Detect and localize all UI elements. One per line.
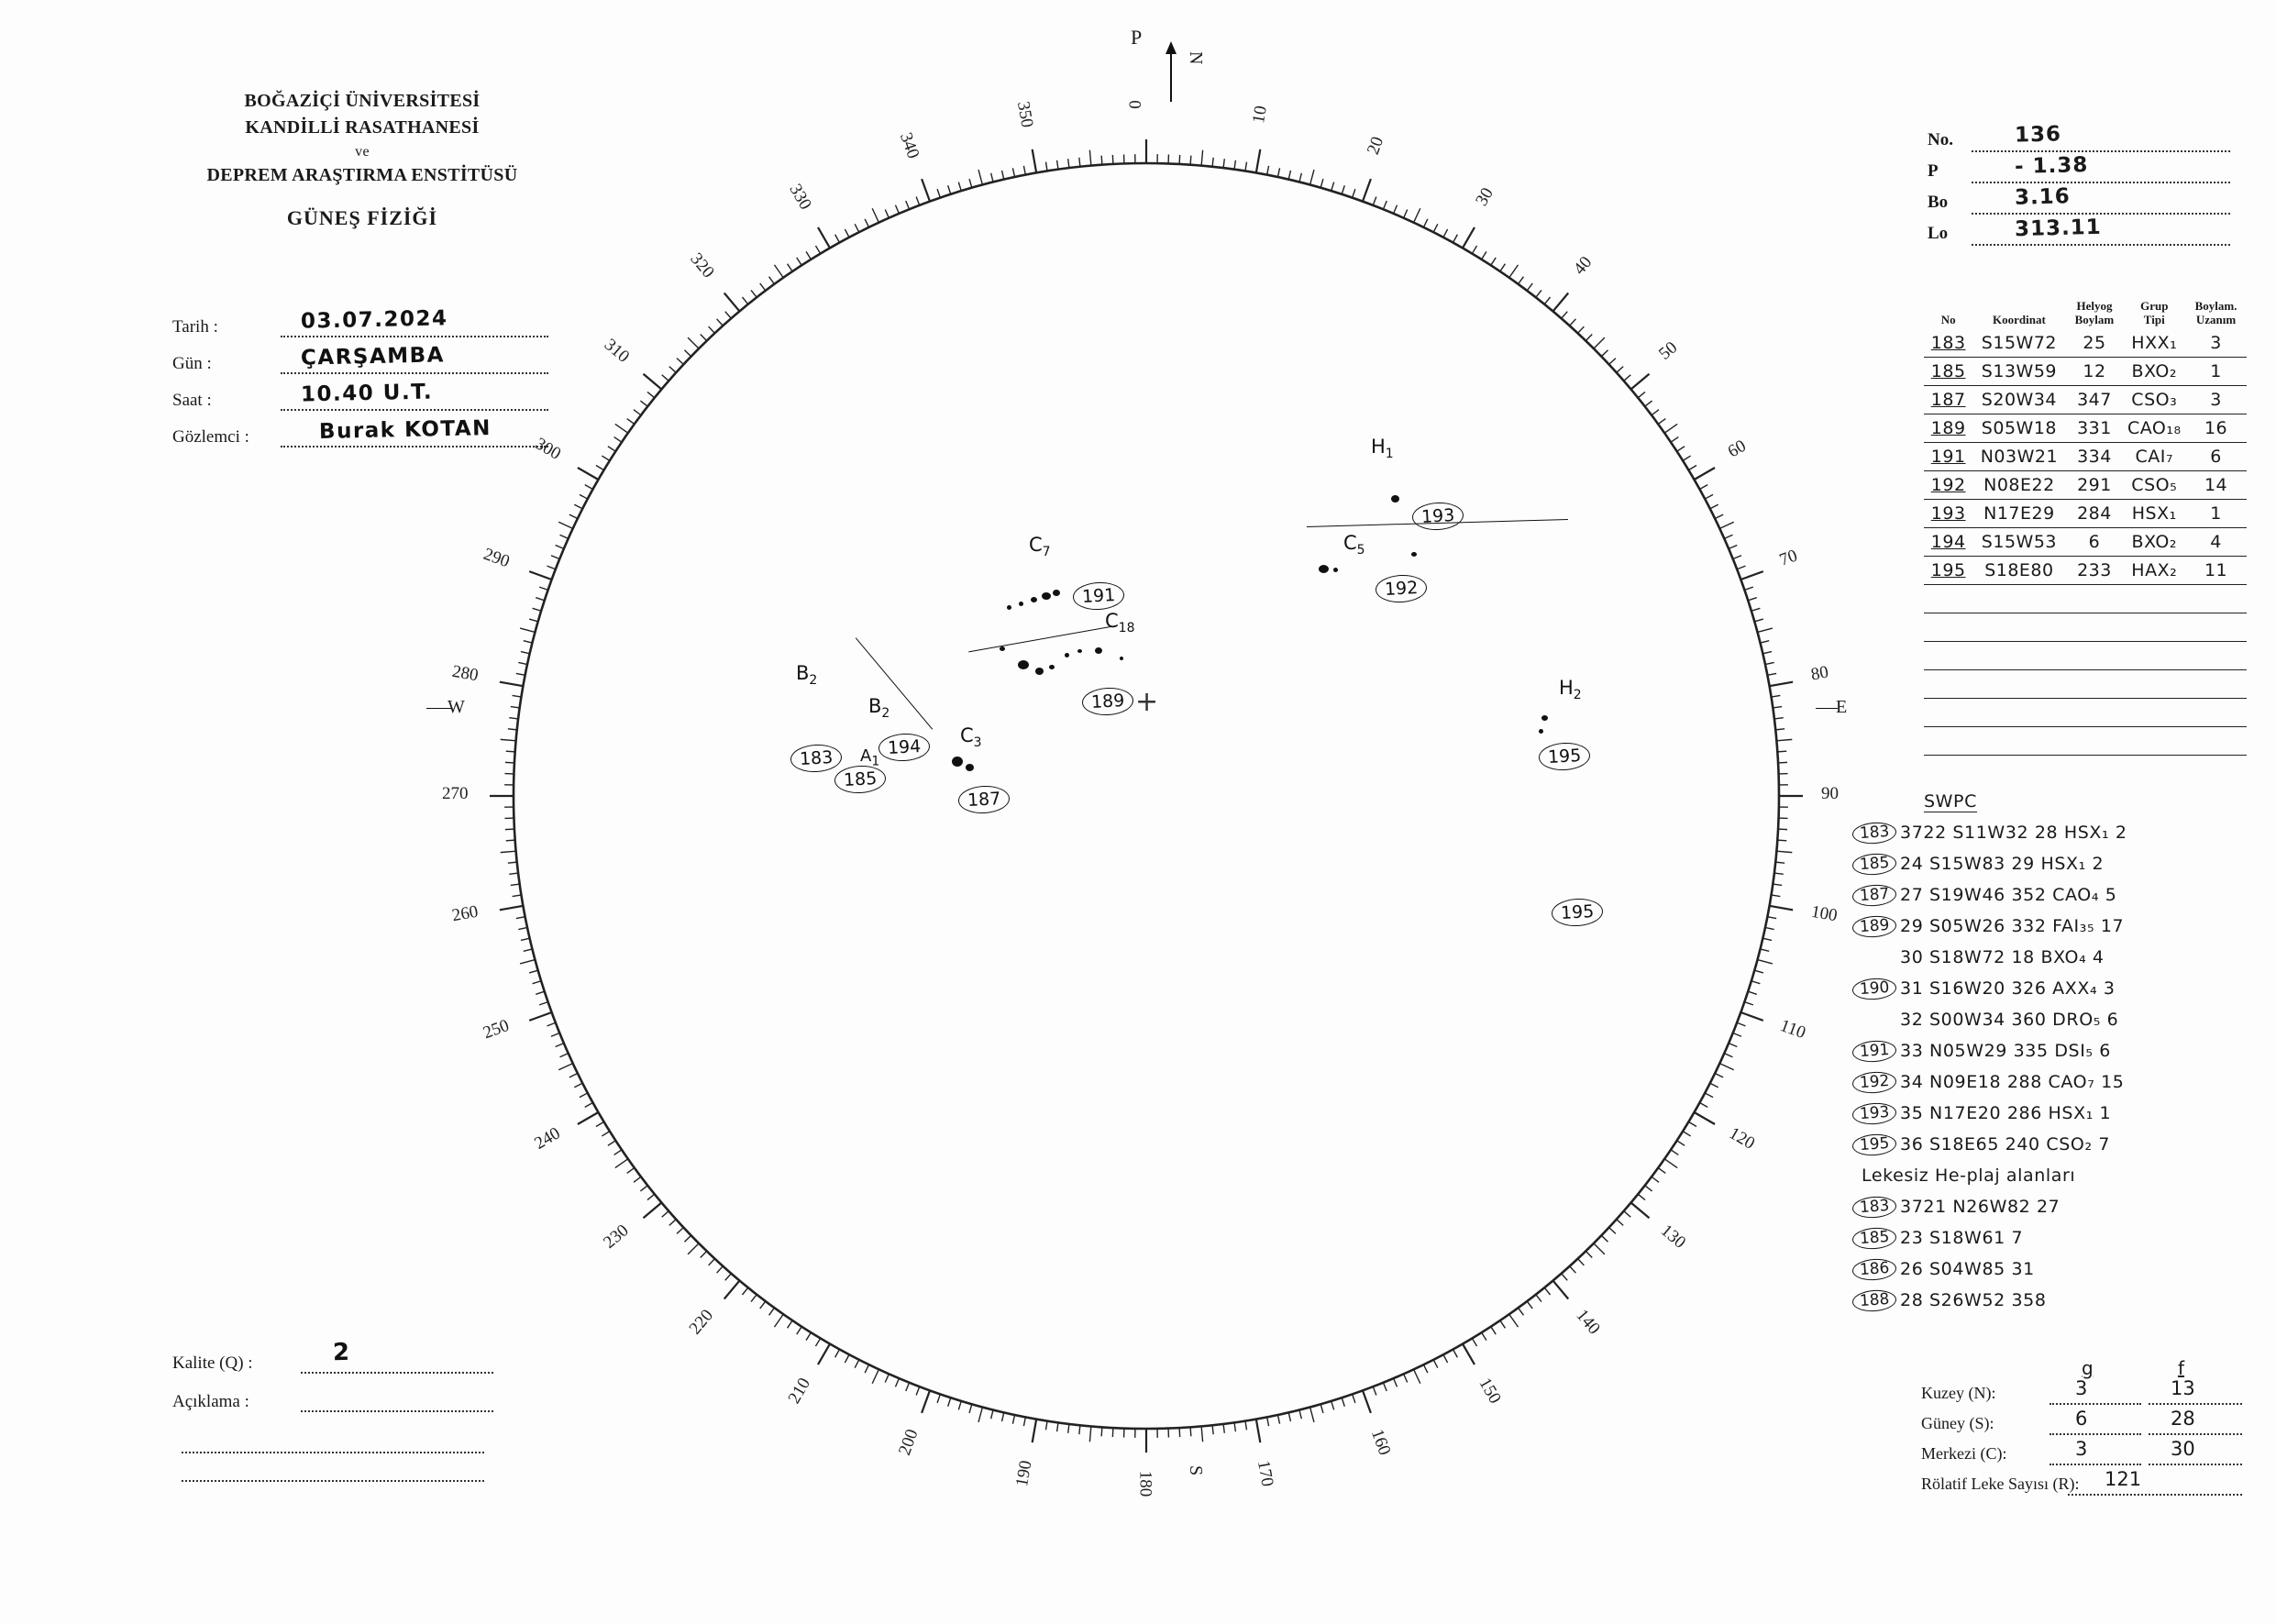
cell-no: 185 bbox=[1924, 357, 1972, 385]
cell-uzanim: 4 bbox=[2185, 527, 2247, 556]
table-header-row bbox=[1924, 298, 2247, 329]
table-row[interactable] bbox=[1924, 357, 2247, 385]
sunspot-speck bbox=[1541, 715, 1548, 721]
swpc-entry-row[interactable] bbox=[1852, 915, 2274, 949]
cell-empty bbox=[2123, 584, 2185, 613]
cell-tip: CSO₃ bbox=[2123, 385, 2185, 414]
cell-tip: HSX₁ bbox=[2123, 499, 2185, 527]
org-line-1: BOĞAZİÇİ ÜNİVERSİTESİ bbox=[244, 91, 481, 111]
param-p-value: - 1.38 bbox=[2014, 152, 2089, 180]
degree-tick-230: 230 bbox=[600, 1221, 633, 1254]
cell-koordinat: S05W18 bbox=[1972, 414, 2065, 442]
th-no: No bbox=[1940, 312, 1956, 326]
group-label-b2-outer: $B_2$ bbox=[796, 662, 818, 689]
west-tickmark bbox=[426, 708, 452, 709]
swpc-plage-entry-row[interactable] bbox=[1852, 1196, 2274, 1230]
param-p-label: P bbox=[1928, 161, 1939, 181]
totals-south-f-rule bbox=[2149, 1433, 2242, 1435]
cell-no: 187 bbox=[1924, 385, 1972, 414]
cell-uzanim: 11 bbox=[2185, 556, 2247, 584]
cell-no: 189 bbox=[1924, 414, 1972, 442]
swpc-entry-text: 30 S18W72 18 BXO₄ 4 bbox=[1900, 947, 2105, 967]
degree-tick-320: 320 bbox=[686, 249, 718, 282]
cell-koordinat: N08E22 bbox=[1972, 470, 2065, 499]
cell-uzanim: 3 bbox=[2185, 385, 2247, 414]
sunspot-speck bbox=[1411, 552, 1417, 557]
north-label: N bbox=[1186, 51, 1206, 68]
cell-boylam: 291 bbox=[2066, 470, 2124, 499]
swpc-plage-entry-tag: 185 bbox=[1851, 1226, 1897, 1250]
cell-no: 195 bbox=[1924, 556, 1972, 584]
cell-empty bbox=[2066, 698, 2124, 726]
group-label-a1: $A_1$ bbox=[860, 746, 880, 769]
group-number-193: 193 bbox=[1411, 502, 1464, 532]
swpc-block bbox=[1852, 793, 2274, 1323]
swpc-entry-tag: 185 bbox=[1851, 852, 1897, 876]
group-label-c7: $C_7$ bbox=[1029, 534, 1051, 560]
east-tickmark bbox=[1816, 708, 1838, 709]
disk-parameters bbox=[1928, 122, 2230, 253]
degree-tick-200: 200 bbox=[894, 1426, 923, 1458]
degree-tick-70: 70 bbox=[1776, 546, 1800, 570]
cell-empty bbox=[2066, 726, 2124, 755]
totals-central-f: 30 bbox=[2171, 1438, 2195, 1460]
table-row[interactable] bbox=[1924, 499, 2247, 527]
swpc-plage-entry-tag: 186 bbox=[1851, 1257, 1897, 1281]
degree-tick-120: 120 bbox=[1726, 1123, 1759, 1154]
swpc-plage-entry-text: 28 S26W52 358 bbox=[1900, 1290, 2047, 1310]
cell-empty bbox=[2185, 613, 2247, 641]
totals-south-f: 28 bbox=[2171, 1408, 2195, 1430]
cell-empty bbox=[2066, 584, 2124, 613]
group-number-191: 191 bbox=[1072, 581, 1125, 612]
swpc-entry-text: 27 S19W46 352 CAO₄ 5 bbox=[1900, 885, 2117, 905]
sunspot-speck bbox=[1031, 597, 1037, 602]
degree-tick-60: 60 bbox=[1725, 436, 1750, 462]
swpc-entry-tag: 193 bbox=[1851, 1101, 1897, 1125]
aciklama-rule bbox=[301, 1410, 493, 1412]
cell-empty bbox=[2123, 641, 2185, 669]
degree-tick-310: 310 bbox=[600, 335, 634, 367]
p-axis-arrow bbox=[1157, 41, 1185, 104]
cell-koordinat: S13W59 bbox=[1972, 357, 2065, 385]
sunspot-speck bbox=[1391, 495, 1399, 503]
degree-tick-150: 150 bbox=[1475, 1375, 1505, 1408]
group-number-183: 183 bbox=[790, 744, 843, 774]
degree-tick-350: 350 bbox=[1013, 100, 1037, 130]
cell-empty bbox=[2123, 726, 2185, 755]
degree-tick-330: 330 bbox=[785, 180, 815, 214]
cell-boylam: 12 bbox=[2066, 357, 2124, 385]
p-axis-label: P bbox=[1131, 26, 1143, 49]
cell-koordinat: S15W72 bbox=[1972, 329, 2065, 358]
sunspot-speck bbox=[1019, 602, 1023, 606]
gun-label: Gün : bbox=[172, 354, 212, 373]
sunspot-table bbox=[1924, 298, 2247, 756]
totals-north-f: 13 bbox=[2171, 1377, 2195, 1399]
cell-empty bbox=[1972, 641, 2065, 669]
org-ve: ve bbox=[355, 144, 370, 160]
cell-empty bbox=[2066, 641, 2124, 669]
group-number-195-lower: 195 bbox=[1551, 898, 1604, 928]
totals-north-label: Kuzey (N): bbox=[1921, 1384, 1996, 1402]
org-line-3: DEPREM ARAŞTIRMA ENSTİTÜSÜ bbox=[206, 165, 518, 186]
swpc-entry-row[interactable] bbox=[1852, 824, 2274, 856]
totals-central-g-rule bbox=[2050, 1464, 2141, 1465]
sunspot-speck bbox=[1077, 649, 1082, 653]
cell-no: 183 bbox=[1924, 329, 1972, 358]
department-title: GÜNEŞ FİZİĞİ bbox=[286, 206, 438, 230]
cell-empty bbox=[2123, 669, 2185, 698]
swpc-entry-row[interactable] bbox=[1852, 1011, 2274, 1043]
swpc-plage-entry-row[interactable] bbox=[1852, 1289, 2274, 1323]
degree-tick-80: 80 bbox=[1808, 662, 1830, 685]
cell-tip: CAO₁₈ bbox=[2123, 414, 2185, 442]
degree-tick-270: 270 bbox=[442, 784, 469, 803]
degree-tick-130: 130 bbox=[1656, 1221, 1690, 1254]
degree-tick-110: 110 bbox=[1777, 1016, 1808, 1044]
cell-empty bbox=[1924, 726, 1972, 755]
sunspot-speck bbox=[1333, 568, 1338, 572]
swpc-title-line bbox=[1852, 793, 2274, 824]
swpc-entry-tag: 189 bbox=[1851, 914, 1897, 938]
totals-central-g: 3 bbox=[2075, 1438, 2088, 1460]
degree-tick-180: 180 bbox=[1135, 1470, 1155, 1497]
degree-tick-340: 340 bbox=[895, 130, 923, 162]
swpc-entry-text: 3722 S11W32 28 HSX₁ 2 bbox=[1900, 823, 2127, 843]
org-line-2: KANDİLLİ RASATHANESİ bbox=[245, 117, 480, 138]
totals-north-g: 3 bbox=[2075, 1377, 2088, 1399]
disk-center-crosshair: + bbox=[1135, 686, 1159, 718]
aciklama-rule-3 bbox=[182, 1479, 484, 1482]
degree-tick-10: 10 bbox=[1248, 105, 1271, 126]
relative-label: Rölatif Leke Sayısı (R): bbox=[1921, 1475, 2080, 1493]
cell-boylam: 25 bbox=[2066, 329, 2124, 358]
swpc-plage-entry-row[interactable] bbox=[1852, 1258, 2274, 1292]
degree-tick-30: 30 bbox=[1472, 184, 1497, 209]
sunspot-speck bbox=[1539, 729, 1543, 734]
totals-south-g: 6 bbox=[2075, 1408, 2088, 1430]
th-boylam-uzanim: Boylam. Uzanım bbox=[2194, 299, 2237, 326]
param-no-value: 136 bbox=[2014, 122, 2062, 148]
relative-value: 121 bbox=[2105, 1468, 2142, 1490]
degree-tick-240: 240 bbox=[531, 1123, 564, 1154]
table-row-empty[interactable] bbox=[1924, 641, 2247, 669]
table-row[interactable] bbox=[1924, 442, 2247, 470]
sunspot-speck bbox=[1042, 592, 1051, 600]
param-lo[interactable] bbox=[1928, 215, 2230, 253]
degree-tick-20: 20 bbox=[1364, 134, 1388, 158]
degree-tick-0: 0 bbox=[1125, 100, 1145, 109]
sunspot-speck bbox=[1065, 653, 1069, 657]
table-row[interactable] bbox=[1924, 556, 2247, 584]
aciklama-label: Açıklama : bbox=[172, 1392, 249, 1411]
swpc-entry-row[interactable] bbox=[1852, 1071, 2274, 1105]
cell-koordinat: S20W34 bbox=[1972, 385, 2065, 414]
field-kalite[interactable] bbox=[172, 1338, 503, 1386]
swpc-entry-row[interactable] bbox=[1852, 1102, 2274, 1136]
swpc-entry-row[interactable] bbox=[1852, 853, 2274, 887]
swpc-note-line bbox=[1852, 1167, 2274, 1199]
degree-tick-190: 190 bbox=[1012, 1458, 1036, 1488]
cell-empty bbox=[2185, 698, 2247, 726]
cell-empty bbox=[2185, 641, 2247, 669]
cell-tip: HAX₂ bbox=[2123, 556, 2185, 584]
swpc-entry-tag: 195 bbox=[1851, 1132, 1897, 1156]
cell-empty bbox=[1972, 584, 2065, 613]
cell-empty bbox=[2185, 726, 2247, 755]
cell-empty bbox=[1924, 698, 1972, 726]
south-label: S bbox=[1186, 1465, 1206, 1479]
param-no-rule bbox=[1972, 150, 2230, 152]
sunspot-speck bbox=[1120, 657, 1123, 660]
swpc-plage-entry-row[interactable] bbox=[1852, 1227, 2274, 1261]
degree-tick-50: 50 bbox=[1655, 337, 1682, 364]
sunspot-speck bbox=[1053, 590, 1060, 596]
cell-tip: BXO₂ bbox=[2123, 527, 2185, 556]
group-number-194: 194 bbox=[878, 733, 931, 763]
cell-uzanim: 1 bbox=[2185, 499, 2247, 527]
swpc-entry-text: 32 S00W34 360 DRO₅ 6 bbox=[1900, 1010, 2119, 1030]
sunspot-speck bbox=[1095, 647, 1102, 654]
group-number-185: 185 bbox=[834, 765, 887, 795]
tarih-value: 03.07.2024 bbox=[300, 306, 448, 334]
table-row-empty[interactable] bbox=[1924, 584, 2247, 613]
sunspot-speck bbox=[952, 757, 963, 767]
th-koordinat: Koordinat bbox=[1993, 312, 2046, 326]
cell-uzanim: 3 bbox=[2185, 329, 2247, 358]
sunspot-speck bbox=[1035, 668, 1044, 675]
disk-graticule bbox=[468, 92, 1825, 1504]
cell-koordinat: N03W21 bbox=[1972, 442, 2065, 470]
cell-koordinat: S15W53 bbox=[1972, 527, 2065, 556]
group-label-h1: $H_1$ bbox=[1371, 436, 1394, 462]
kalite-value: 2 bbox=[332, 1338, 351, 1367]
param-lo-value: 313.11 bbox=[2014, 215, 2103, 242]
kalite-label: Kalite (Q) : bbox=[172, 1353, 253, 1373]
totals-south-g-rule bbox=[2050, 1433, 2141, 1435]
group-totals bbox=[1921, 1357, 2242, 1502]
group-label-c18: $C_{18}$ bbox=[1105, 610, 1135, 636]
cell-tip: BXO₂ bbox=[2123, 357, 2185, 385]
group-label-c3: $C_3$ bbox=[960, 724, 982, 751]
degree-tick-300: 300 bbox=[531, 434, 564, 464]
cell-uzanim: 6 bbox=[2185, 442, 2247, 470]
degree-tick-250: 250 bbox=[481, 1015, 513, 1044]
cell-empty bbox=[2185, 669, 2247, 698]
swpc-entry-row[interactable] bbox=[1852, 980, 2274, 1011]
cell-uzanim: 14 bbox=[2185, 470, 2247, 499]
cell-empty bbox=[1972, 726, 2065, 755]
param-p-rule bbox=[1972, 182, 2230, 183]
saat-value: 10.40 U.T. bbox=[300, 380, 434, 407]
swpc-entry-tag: 192 bbox=[1851, 1070, 1897, 1094]
sunspot-speck bbox=[1018, 660, 1029, 669]
th-helyog-boylam: Helyog Boylam bbox=[2074, 299, 2115, 326]
param-lo-rule bbox=[1972, 244, 2230, 246]
group-label-h2: $H_2$ bbox=[1559, 677, 1582, 703]
aciklama-rule-2 bbox=[182, 1451, 484, 1453]
swpc-entry-tag: 187 bbox=[1851, 883, 1897, 907]
th-grup-tipi: Grup Tipi bbox=[2140, 299, 2169, 326]
group-number-192: 192 bbox=[1375, 574, 1428, 604]
swpc-plage-entry-text: 3721 N26W82 27 bbox=[1900, 1197, 2061, 1217]
swpc-entry-row[interactable] bbox=[1852, 884, 2274, 918]
swpc-entry-row[interactable] bbox=[1852, 949, 2274, 980]
cell-empty bbox=[1972, 698, 2065, 726]
table-row[interactable] bbox=[1924, 470, 2247, 499]
degree-tick-100: 100 bbox=[1809, 901, 1839, 925]
swpc-entry-row[interactable] bbox=[1852, 1040, 2274, 1074]
east-label: E bbox=[1836, 697, 1848, 717]
cell-boylam: 331 bbox=[2066, 414, 2124, 442]
cell-tip: HXX₁ bbox=[2123, 329, 2185, 358]
degree-tick-280: 280 bbox=[450, 662, 481, 686]
saat-label: Saat : bbox=[172, 391, 212, 410]
swpc-entry-tag: 183 bbox=[1851, 821, 1897, 845]
degree-tick-210: 210 bbox=[784, 1375, 815, 1408]
cell-tip: CAI₇ bbox=[2123, 442, 2185, 470]
cell-uzanim: 16 bbox=[2185, 414, 2247, 442]
cell-empty bbox=[2185, 584, 2247, 613]
swpc-plage-entry-text: 26 S04W85 31 bbox=[1900, 1259, 2035, 1279]
swpc-entry-text: 33 N05W29 335 DSI₅ 6 bbox=[1900, 1041, 2111, 1061]
table-row-empty[interactable] bbox=[1924, 669, 2247, 698]
swpc-entry-text: 29 S05W26 332 FAI₃₅ 17 bbox=[1900, 916, 2125, 936]
sunspot-speck bbox=[1319, 565, 1329, 573]
swpc-plage-entry-tag: 183 bbox=[1851, 1195, 1897, 1219]
swpc-title: SWPC bbox=[1924, 791, 1977, 812]
swpc-entry-text: 35 N17E20 286 HSX₁ 1 bbox=[1900, 1103, 2112, 1123]
cell-koordinat: S18E80 bbox=[1972, 556, 2065, 584]
cell-empty bbox=[1972, 669, 2065, 698]
table-row[interactable] bbox=[1924, 329, 2247, 358]
solar-disk bbox=[442, 26, 1848, 1504]
swpc-plage-entry-tag: 188 bbox=[1851, 1288, 1897, 1312]
swpc-entry-tag: 190 bbox=[1851, 977, 1897, 1000]
param-lo-label: Lo bbox=[1928, 224, 1949, 243]
cell-empty bbox=[1924, 669, 1972, 698]
totals-north-g-rule bbox=[2050, 1403, 2141, 1405]
group-label-b2-inner: $B_2$ bbox=[868, 695, 890, 722]
totals-south-label: Güney (S): bbox=[1921, 1414, 1994, 1432]
totals-central-label: Merkezi (C): bbox=[1921, 1444, 2007, 1463]
cell-empty bbox=[2123, 698, 2185, 726]
gun-value: ÇARŞAMBA bbox=[300, 343, 446, 370]
cell-no: 194 bbox=[1924, 527, 1972, 556]
degree-tick-220: 220 bbox=[685, 1306, 717, 1339]
totals-g-header: g bbox=[2082, 1357, 2094, 1379]
param-bo-rule bbox=[1972, 213, 2230, 215]
quality-fields bbox=[172, 1338, 503, 1482]
table-row[interactable] bbox=[1924, 527, 2247, 556]
cell-boylam: 347 bbox=[2066, 385, 2124, 414]
param-bo-label: Bo bbox=[1928, 193, 1949, 212]
table-row-empty[interactable] bbox=[1924, 726, 2247, 755]
field-aciklama[interactable] bbox=[172, 1386, 503, 1425]
cell-empty bbox=[2066, 669, 2124, 698]
cell-no: 193 bbox=[1924, 499, 1972, 527]
group-number-187: 187 bbox=[957, 785, 1011, 815]
totals-f-header: f bbox=[2178, 1357, 2185, 1379]
cell-empty bbox=[2066, 613, 2124, 641]
degree-tick-170: 170 bbox=[1253, 1458, 1277, 1488]
gozlemci-label: Gözlemci : bbox=[172, 427, 249, 447]
totals-central-f-rule bbox=[2149, 1464, 2242, 1465]
cell-empty bbox=[1924, 584, 1972, 613]
cell-no: 192 bbox=[1924, 470, 1972, 499]
relative-rule bbox=[2068, 1494, 2242, 1496]
param-no-label: No. bbox=[1928, 130, 1953, 149]
table-row[interactable] bbox=[1924, 414, 2247, 442]
degree-tick-160: 160 bbox=[1367, 1426, 1395, 1458]
table-row-empty[interactable] bbox=[1924, 698, 2247, 726]
sunspot-speck bbox=[1007, 605, 1011, 610]
swpc-note: Lekesiz He-plaj alanları bbox=[1862, 1166, 2076, 1186]
cell-no: 191 bbox=[1924, 442, 1972, 470]
cell-empty bbox=[1924, 613, 1972, 641]
group-number-189: 189 bbox=[1081, 687, 1134, 717]
table-row[interactable] bbox=[1924, 385, 2247, 414]
swpc-entry-text: 34 N09E18 288 CAO₇ 15 bbox=[1900, 1072, 2125, 1092]
cell-uzanim: 1 bbox=[2185, 357, 2247, 385]
cell-koordinat: N17E29 bbox=[1972, 499, 2065, 527]
cell-empty bbox=[2123, 613, 2185, 641]
cell-boylam: 6 bbox=[2066, 527, 2124, 556]
group-number-195: 195 bbox=[1538, 742, 1591, 772]
swpc-entry-tag: 191 bbox=[1851, 1039, 1897, 1063]
degree-tick-260: 260 bbox=[450, 901, 481, 925]
param-p[interactable] bbox=[1928, 152, 2230, 191]
swpc-entry-text: 36 S18E65 240 CSO₂ 7 bbox=[1900, 1134, 2111, 1154]
cell-empty bbox=[1924, 641, 1972, 669]
sunspot-speck bbox=[966, 764, 974, 771]
param-bo-value: 3.16 bbox=[2014, 184, 2072, 210]
sunspot-speck bbox=[1000, 646, 1005, 651]
totals-north-f-rule bbox=[2149, 1403, 2242, 1405]
kalite-rule bbox=[301, 1372, 493, 1374]
cell-boylam: 334 bbox=[2066, 442, 2124, 470]
sunspot-speck bbox=[1049, 665, 1055, 669]
cell-tip: CSO₅ bbox=[2123, 470, 2185, 499]
cell-boylam: 233 bbox=[2066, 556, 2124, 584]
swpc-entry-text: 24 S15W83 29 HSX₁ 2 bbox=[1900, 854, 2105, 874]
degree-tick-40: 40 bbox=[1570, 252, 1597, 279]
swpc-entry-text: 31 S16W20 326 AXX₄ 3 bbox=[1900, 978, 2116, 999]
table-row-empty[interactable] bbox=[1924, 613, 2247, 641]
cell-empty bbox=[1972, 613, 2065, 641]
tarih-label: Tarih : bbox=[172, 317, 218, 337]
degree-tick-290: 290 bbox=[481, 544, 513, 572]
degree-tick-140: 140 bbox=[1572, 1306, 1605, 1339]
swpc-entry-row[interactable] bbox=[1852, 1133, 2274, 1167]
gozlemci-value: Burak KOTAN bbox=[318, 416, 492, 444]
west-label: W bbox=[447, 697, 465, 717]
totals-row-relative[interactable] bbox=[1921, 1468, 2242, 1502]
cell-boylam: 284 bbox=[2066, 499, 2124, 527]
swpc-plage-entry-text: 23 S18W61 7 bbox=[1900, 1228, 2024, 1248]
group-label-c5: $C_5$ bbox=[1343, 532, 1365, 558]
degree-tick-90: 90 bbox=[1821, 784, 1839, 803]
totals-row-central[interactable] bbox=[1921, 1438, 2242, 1472]
